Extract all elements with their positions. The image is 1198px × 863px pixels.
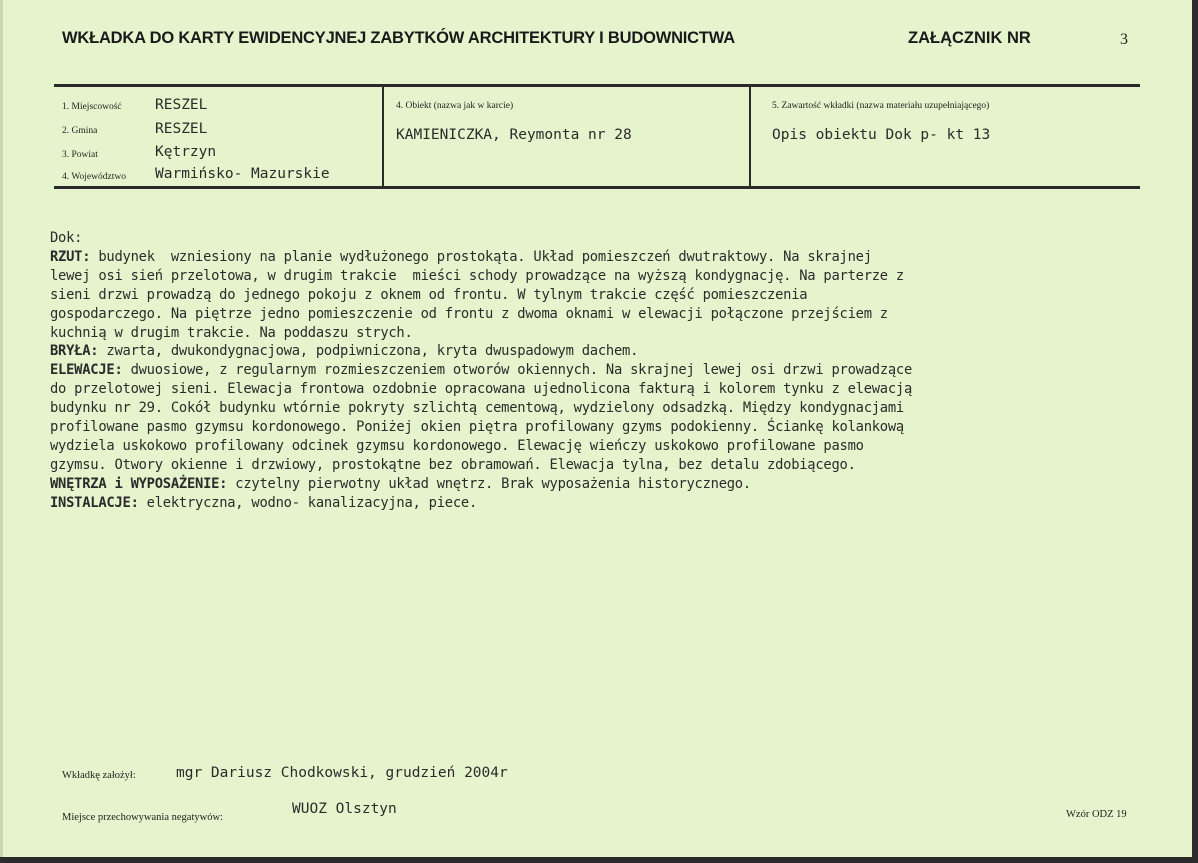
rzut-label: RZUT: [50, 248, 91, 265]
form-code: Wzór ODZ 19 [1066, 809, 1127, 820]
object-label: 4. Obiekt (nazwa jak w karcie) [396, 101, 514, 111]
instalacje-label: INSTALACJE: [50, 494, 139, 511]
elewacje-text: dwuosiowe, z regularnym rozmieszczeniem otworów okiennych. Na skrajnej lewej osi drzwi prowadzące [122, 362, 913, 379]
powiat-value: Kętrzyn [155, 144, 217, 160]
contents-value: Opis obiektu Dok p- kt 13 [772, 127, 991, 143]
form-title: WKŁADKA DO KARTY EWIDENCYJNEJ ZABYTKÓW ARCHITEKTURY I BUDOWNICTWA [62, 29, 735, 47]
top-divider [54, 84, 1140, 87]
wnetrza-text: czytelny pierwotny układ wnętrz. Brak wyposażenia historycznego. [227, 475, 751, 492]
bryla-text: zwarta, dwukondygnacjowa, podpiwniczona, kryta dwuspadowym dachem. [98, 343, 639, 360]
bryla-label: BRYŁA: [50, 343, 99, 360]
elewacje-text: gzymsu. Otwory okienne i drzwiowy, prostokątne bez obramowań. Elewacja tylna, bez detalu zdobiącego. [50, 456, 856, 473]
elewacje-text: wydziela uskokowo profilowany odcinek gzymsu kordonowego. Elewację wieńczy uskokowo profilowane pasmo [50, 437, 864, 454]
elewacje-text: profilowane pasmo gzymsu kordonowego. Poniżej okien piętra profilowany gzyms podokienny. Ściankę kolankową [50, 419, 904, 436]
elewacje-label: ELEWACJE: [50, 362, 123, 379]
gmina-value: RESZEL [155, 121, 208, 137]
card-edge [0, 0, 3, 857]
wojewodztwo-label: 4. Województwo [62, 172, 126, 182]
powiat-label: 3. Powiat [62, 150, 98, 160]
elewacje-text: budynku nr 29. Cokół budynku wtórnie pokryty szlichtą cementową, wydzielony odsadzką. Między kondygnacjami [50, 400, 904, 417]
miejscowosc-value: RESZEL [155, 97, 208, 113]
author-value: mgr Dariusz Chodkowski, grudzień 2004r [176, 765, 508, 781]
storage-label: Miejsce przechowywania negatywów: [62, 812, 223, 823]
rzut-text: sieni drzwi prowadzą do jednego pokoju z oknem od frontu. W tylnym trakcie część pomieszczenia [50, 286, 808, 303]
wnetrza-label: WNĘTRZA i WYPOSAŻENIE: [50, 475, 228, 492]
description-heading: Dok: [50, 230, 83, 246]
rzut-text: kuchnią w drugim trakcie. Na poddaszu strych. [50, 324, 413, 341]
column-divider-1 [382, 86, 384, 187]
attachment-number: 3 [1120, 31, 1128, 48]
rzut-text: budynek wzniesiony na planie wydłużonego prostokąta. Układ pomieszczeń dwutraktowy. Na skrajnej [90, 248, 872, 265]
gmina-label: 2. Gmina [62, 126, 98, 136]
column-divider-2 [749, 86, 751, 187]
rzut-text: gospodarczego. Na piętrze jedno pomieszczenie od frontu z dwoma oknami w elewacji połączone przejściem z [50, 305, 888, 322]
miejscowosc-label: 1. Miejscowość [62, 102, 122, 112]
contents-label: 5. Zawartość wkładki (nazwa materiału uzupełniającego) [772, 101, 990, 111]
rzut-text: lewej osi sień przelotowa, w drugim trakcie mieści schody prowadzące na wyższą kondygnację. Na parterze z [50, 267, 904, 284]
instalacje-text: elektryczna, wodno- kanalizacyjna, piece. [138, 494, 477, 511]
bottom-divider [54, 186, 1140, 189]
attachment-label: ZAŁĄCZNIK NR [908, 29, 1031, 47]
author-label: Wkładkę założył: [62, 770, 136, 781]
description-body [50, 229, 912, 513]
wojewodztwo-value: Warmińsko- Mazurskie [155, 166, 330, 182]
storage-value: WUOZ Olsztyn [292, 801, 397, 817]
elewacje-text: do przelotowej sieni. Elewacja frontowa ozdobnie opracowana ujednolicona fakturą i kolorem tynku z elewacją [50, 381, 913, 398]
object-value: KAMIENICZKA, Reymonta nr 28 [396, 127, 632, 143]
